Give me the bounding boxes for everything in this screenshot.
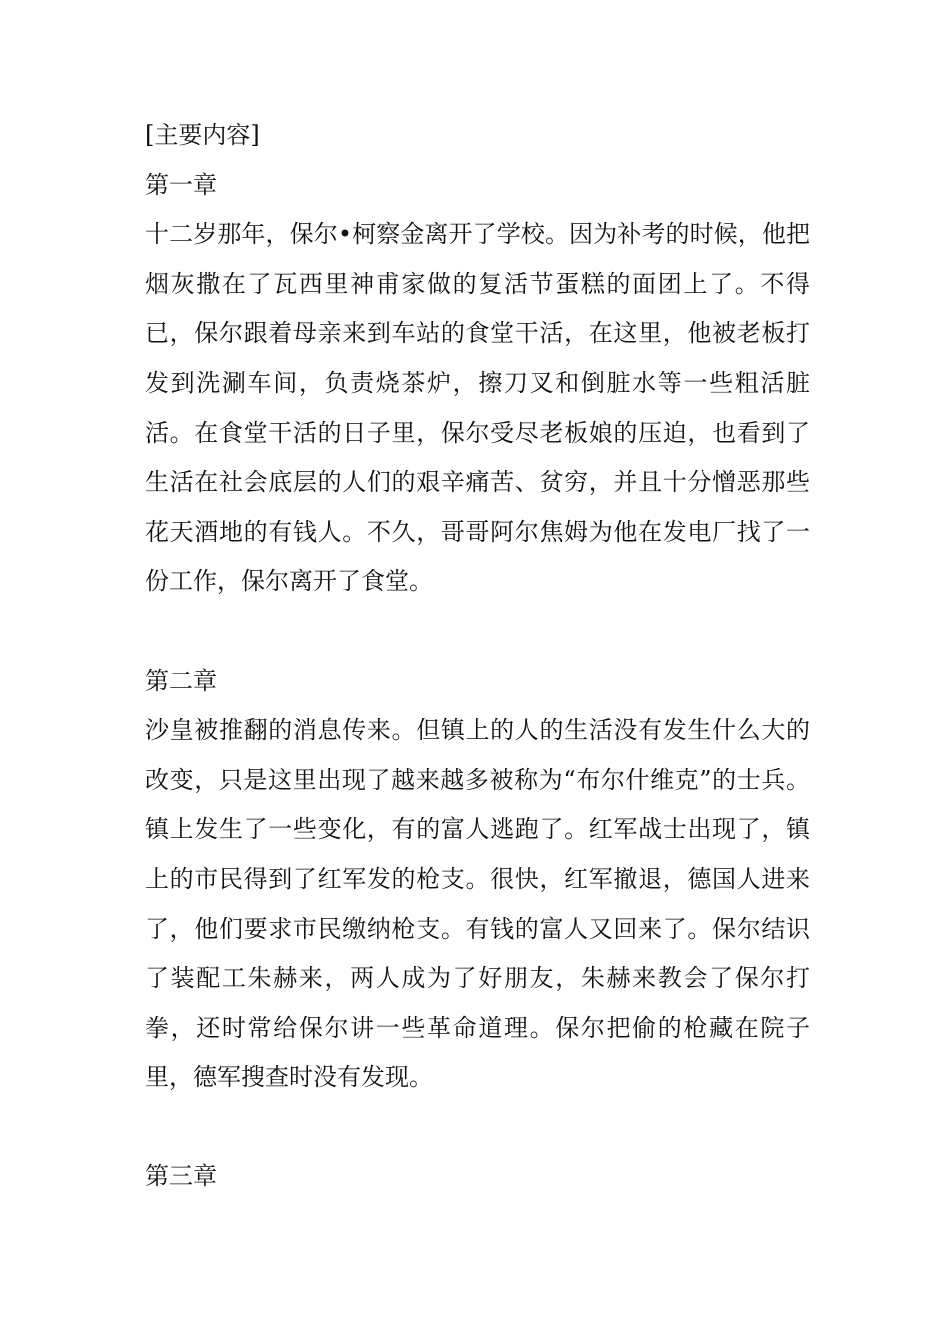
paragraph-gap [145, 607, 810, 657]
chapter-2-title: 第二章 [145, 666, 217, 695]
chapter-3-title: 第三章 [145, 1162, 217, 1191]
chapter-1-body: 十二岁那年，保尔•柯察金离开了学校。因为补考的时候，他把烟灰撒在了瓦西里神甫家做的复活节蛋糕的面团上了。不得已，保尔跟着母亲来到车站的食堂干活，在这里，他被老板打发到洗涮车间，负责烧茶炉，擦刀叉和倒脏水等一些粗活脏活。在食堂干活的日子里，保尔受尽老板娘的压迫，也看到了生活在社会底层的人们的艰辛痛苦、贫穷，并且十分憎恶那些花天酒地的有钱人。不久，哥哥阿尔焦姆为他在发电厂找了一份工作，保尔离开了食堂。 [145, 220, 810, 596]
section-heading: [主要内容] [145, 121, 260, 149]
document-content [145, 111, 810, 1202]
paragraph-gap [145, 1103, 810, 1153]
chapter-2-body: 沙皇被推翻的消息传来。但镇上的人的生活没有发生什么大的改变，只是这里出现了越来越多被称为“布尔什维克”的士兵。镇上发生了一些变化，有的富人逃跑了。红军战士出现了，镇上的市民得到了红军发的枪支。很快，红军撤退，德国人进来了，他们要求市民缴纳枪支。有钱的富人又回来了。保尔结识了装配工朱赫来，两人成为了好朋友，朱赫来教会了保尔打拳，还时常给保尔讲一些革命道理。保尔把偷的枪藏在院子里，德军搜查时没有发现。 [145, 716, 810, 1092]
chapter-1-title: 第一章 [145, 170, 217, 199]
